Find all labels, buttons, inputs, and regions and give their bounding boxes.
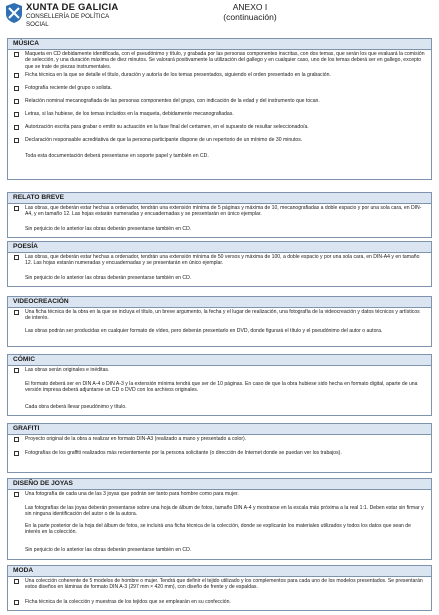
section-comic xyxy=(7,354,432,416)
section-poesia xyxy=(7,241,432,287)
item-text: Declaración responsable acreditativa de que la persona participante dispone de un repertorio de un mínimo de 30 minutos. xyxy=(25,137,303,143)
item-text: Ficha técnica en la que se detalle el título, duración y autoría de los temas presentados, siguiendo el orden presentado en la grabación. xyxy=(25,72,331,78)
checkbox[interactable] xyxy=(14,86,19,91)
item-text: Fotografías de los graffiti realizados más recientemente por la persona solicitante (o dirección de Internet donde se puedan ver los trabajos). xyxy=(25,450,342,456)
section-note: En la parte posterior de la hoja del álbum de fotos, se incluirá una ficha técnica de la colección, donde se explicarán los materiales utilizados y todos los datos que sean de interés en la colección. xyxy=(25,523,411,536)
section-note: Sin perjuicio de lo anterior las obras deberán presentarse también en CD. xyxy=(25,226,192,232)
section-grafiti xyxy=(7,423,432,473)
section-note: Las obras podrán ser producidas en cualquier formato de vídeo, pero deberán presentarlo en DVD, donde figurará el título y el pseudónimo del autor o autora. xyxy=(25,328,383,334)
section-note: Las fotografías de las joyas deberán presentarse sobre una hoja de álbum de fotos, tamaño DIN A-4 y mostrarse en la escala más próxima a la real 1:1. Deben estar sin firmar y sin ninguna identificación del autor o de la autora. xyxy=(25,505,424,518)
item-text: Maqueta en CD debidamente identificada, con el pseudónimo y título, y grabada por las personas componentes inscritas, con dos temas, que serán los que evaluará la comisión de selección, y una duración máxima de diez minutos. Se valorará positivamente la utilización del gallego y en cualquier caso, uno de los temas deberá ser en gallego, excepto que se trate de piezas instrumentales. xyxy=(25,51,425,70)
annex-heading xyxy=(200,2,300,22)
section-moda xyxy=(7,565,432,611)
checkbox[interactable] xyxy=(14,125,19,130)
checkbox[interactable] xyxy=(14,99,19,104)
checkbox[interactable] xyxy=(14,255,19,260)
item-text: Fotografía reciente del grupo o solista. xyxy=(25,85,112,91)
department-line-1: CONSELLERÍA DE POLÍTICA xyxy=(26,13,110,20)
section-note: Sin perjuicio de lo anterior las obras deberán presentarse también en CD. xyxy=(25,275,192,281)
section-note: Cada obra deberá llevar pseudónimo y título. xyxy=(25,404,127,410)
section-title: POESÍA xyxy=(8,242,431,253)
brand-block xyxy=(26,2,118,28)
section-note: El formato deberá ser en DIN A-4 o DIN A-3 y la extensión mínima tendrá que ser de 10 páginas. En caso de que la obra hubiese sido hecha en formato digital, aparte de una versión impresa deberá adjuntarse un CD o DVD con los archivos originales. xyxy=(25,381,418,394)
checkbox[interactable] xyxy=(14,451,19,456)
page-header xyxy=(0,0,439,38)
section-title: CÓMIC xyxy=(8,355,431,366)
section-note: Sin perjuicio de lo anterior las obras deberán presentarse también en CD. xyxy=(25,547,192,553)
item-text: Las obras, que deberán estar hechas a ordenador, tendrán una extensión mínima de 50 versos y máxima de 100, a doble espacio y por una sola cara, en DIN-A4 y en tamaño 12. Las hojas estarán numeradas y encuadernadas y se presentarán en único ejemplar. xyxy=(25,254,420,267)
checkbox[interactable] xyxy=(14,600,19,605)
item-text: Ficha técnica de la colección y muestras de los tejidos que se emplearán en su confección. xyxy=(25,599,231,605)
item-text: Una ficha técnica de la obra en la que se incluya el título, un breve argumento, la fecha y el lugar de realización, una fotografía de la videocreación y datos técnicos y artísticos de interés. xyxy=(25,309,420,322)
section-relato-breve xyxy=(7,192,432,238)
annex-title: ANEXO I xyxy=(232,2,268,12)
section-title: DISEÑO DE JOYAS xyxy=(8,479,431,490)
section-diseno-joyas xyxy=(7,478,432,560)
item-text: Las obras, que deberán estar hechas a ordenador, tendrán una extensión mínima de 5 páginas y máxima de 10, mecanografiadas a doble espacio y por una sola cara, en DIN-A4, y en tamaño 12. Las hojas estarán numeradas y encuadernadas y se presentarán en único ejemplar. xyxy=(25,205,422,218)
section-videocreacion xyxy=(7,296,432,347)
section-musica xyxy=(7,38,432,180)
section-title: MÚSICA xyxy=(8,39,431,50)
xunta-logo-icon xyxy=(6,3,22,23)
section-note: Toda esta documentación deberá presentarse en soporte papel y también en CD. xyxy=(25,153,209,159)
brand-name: XUNTA DE GALICIA xyxy=(26,2,119,13)
item-text: Autorización escrita para grabar o emitir su actuación en la fase final del certamen, en el supuesto de resultar seleccionado/a. xyxy=(25,124,309,130)
item-text: Letras, si las hubiese, de los temas incluidos en la maqueta, debidamente mecanografiadas. xyxy=(25,111,234,117)
checkbox[interactable] xyxy=(14,73,19,78)
annex-subtitle: (continuación) xyxy=(223,12,277,22)
checkbox[interactable] xyxy=(14,52,19,57)
checkbox[interactable] xyxy=(14,206,19,211)
checkbox[interactable] xyxy=(14,112,19,117)
checkbox[interactable] xyxy=(14,368,19,373)
checkbox[interactable] xyxy=(14,579,19,584)
checkbox[interactable] xyxy=(14,492,19,497)
checkbox[interactable] xyxy=(14,437,19,442)
item-text: Una colección coherente de 5 modelos de hombre o mujer. Tendrá que definir el tejido utilizado y los complementos para cada uno de los modelos presentados. Se presentarán estos diseños en láminas de formato DIN A-3 (297 mm × 420 mm), con diseño de frente y de espaldas. xyxy=(25,578,423,591)
item-text: Una fotografía de cada una de las 3 joyas que podrán ser tanto para hombre como para mujer. xyxy=(25,491,239,497)
checkbox[interactable] xyxy=(14,310,19,315)
section-title: VIDEOCREACIÓN xyxy=(8,297,431,308)
department-line-2: SOCIAL xyxy=(26,20,49,28)
item-text: Relación nominal mecanografiada de las personas componentes del grupo, con indicación de la edad y del instrumento que tocan. xyxy=(25,98,320,104)
item-text: Proyecto original de la obra a realizar en formato DIN-A3 (realizado a mano y presentado a color). xyxy=(25,436,247,442)
section-title: RELATO BREVE xyxy=(8,193,431,204)
section-title: MODA xyxy=(8,566,431,577)
section-title: GRAFITI xyxy=(8,424,431,435)
item-text: Las obras serán originales e inéditas. xyxy=(25,367,110,373)
checkbox[interactable] xyxy=(14,138,19,143)
